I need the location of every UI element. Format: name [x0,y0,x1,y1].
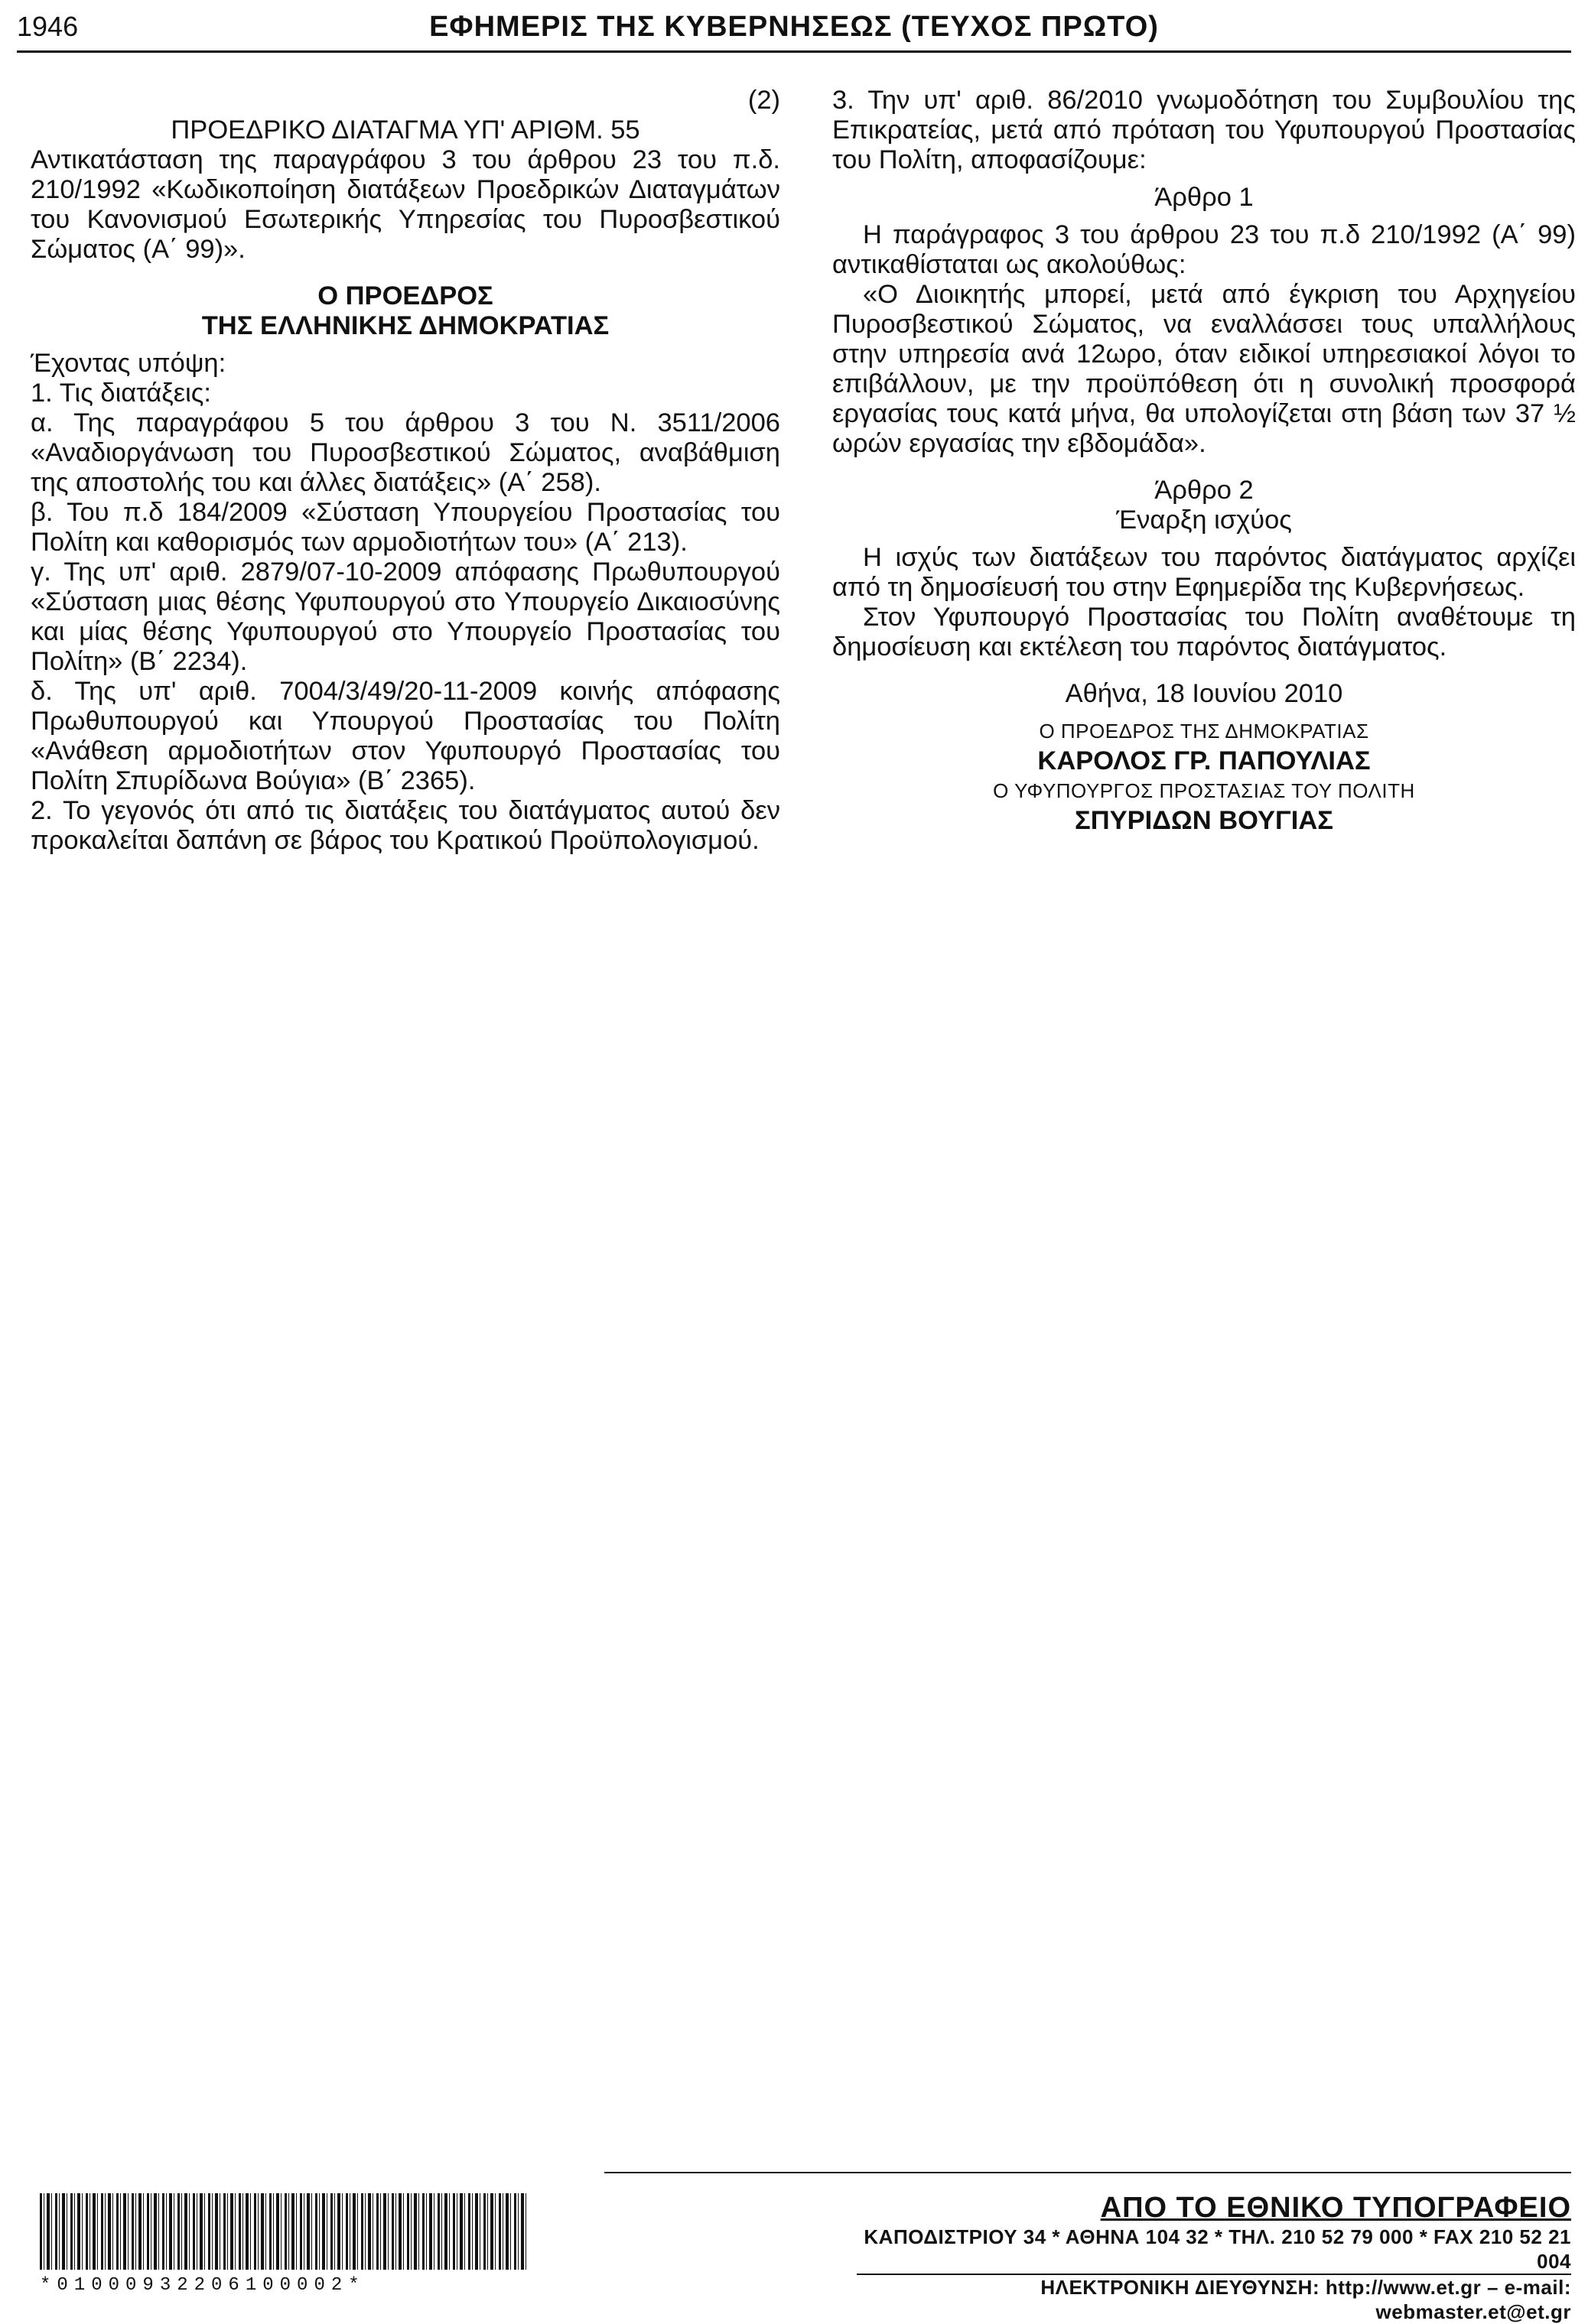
president-name: ΚΑΡΟΛΟΣ ΓΡ. ΠΑΠΟΥΛΙΑΣ [1037,746,1371,775]
assignment-text: Στον Υφυπουργό Προστασίας του Πολίτη αναθέτουμε τη δημοσίευση και εκτέλεση του παρόντος διατάγματος. [832,603,1576,661]
having-regard: Έχοντας υπόψη: [31,349,226,378]
article-1-title: Άρθρο 1 [1154,183,1254,212]
minister-title: Ο ΥΦΥΠΟΥΡΓΟΣ ΠΡΟΣΤΑΣΙΑΣ ΤΟΥ ΠΟΛΙΤΗ [993,779,1415,802]
running-title: ΕΦΗΜΕΡΙΣ ΤΗΣ ΚΥΒΕΡΝΗΣΕΩΣ (ΤΕΥΧΟΣ ΠΡΩΤΟ) [429,11,1159,43]
president-heading-2: ΤΗΣ ΕΛΛΗΝΙΚΗΣ ΔΗΜΟΚΡΑΤΙΑΣ [201,311,610,340]
president-heading-1: Ο ΠΡΟΕΔΡΟΣ [317,281,493,310]
president-title: Ο ΠΡΟΕΔΡΟΣ ΤΗΣ ΔΗΜΟΚΡΑΤΙΑΣ [1039,720,1369,743]
right-column [832,86,1576,836]
decree-subject: Αντικατάσταση της παραγράφου 3 του άρθρου 23 του π.δ. 210/1992 «Κωδικοποίηση διατάξεων Προεδρικών Διαταγμάτων του Κανονισμού Εσωτερικής Υπηρεσίας του Πυροσβεστικού Σώματος (Α΄ 99)». [31,145,780,264]
decree-title: ΠΡΟΕΔΡΙΚΟ ΔΙΑΤΑΓΜΑ ΥΠ' ΑΡΙΘΜ. 55 [171,115,640,145]
item-1: 1. Τις διατάξεις: [31,379,212,408]
doc-number: (2) [747,86,780,115]
item-d: δ. Της υπ' αριθ. 7004/3/49/20-11-2009 κοινής απόφασης Πρωθυπουργού και Υπουργού Προστασίας του Πολίτη «Ανάθεση αρμοδιοτήτων στον Υφυπουργό Προστασίας του Πολίτη Σπυρίδωνα Βούγια» (Β΄ 2365). [31,677,780,795]
barcode-image [40,2193,529,2270]
article-1-quote: «Ο Διοικητής μπορεί, μετά από έγκριση του Αρχηγείου Πυροσβεστικού Σώματος, να εναλλάσσει τους υπαλλήλους στην υπηρεσία ανά 12ωρο, όταν ειδικοί υπηρεσιακοί λόγοι το επιβάλλουν, με την προϋπόθεση ότι η συνολική προσφορά εργασίας τους κατά μήνα, θα υπολογίζεται στη βάση των 37 ½ ωρών εργασίας την εβδομάδα». [832,280,1576,458]
place-date: Αθήνα, 18 Ιουνίου 2010 [1065,679,1343,708]
item-c: γ. Της υπ' αριθ. 2879/07-10-2009 απόφασης Πρωθυπουργού «Σύσταση μιας θέσης Υφυπουργού στο Υπουργείο Δικαιοσύνης και μίας θέσης Υφυπουργού στο Υπουργείο Προστασίας του Πολίτη» (Β΄ 2234). [31,557,780,676]
header-rule [17,50,1571,53]
item-3: 3. Την υπ' αριθ. 86/2010 γνωμοδότηση του Συμβουλίου της Επικρατείας, μετά από πρόταση του Υφυπουργού Προστασίας του Πολίτη, αποφασίζουμε: [832,86,1576,174]
article-2-subtitle: Έναρξη ισχύος [1116,505,1292,535]
item-b: β. Του π.δ 184/2009 «Σύσταση Υπουργείου Προστασίας του Πολίτη και καθορισμός των αρμοδιοτήτων του» (Α΄ 213). [31,498,780,557]
left-column [31,86,780,856]
article-1-text: Η παράγραφος 3 του άρθρου 23 του π.δ 210/1992 (Α΄ 99) αντικαθίσταται ως ακολούθως: [832,220,1576,279]
page-number: 1946 [17,11,79,42]
minister-name: ΣΠΥΡΙΔΩΝ ΒΟΥΓΙΑΣ [1075,806,1333,835]
item-a: α. Της παραγράφου 5 του άρθρου 3 του Ν. 3511/2006 «Αναδιοργάνωση του Πυροσβεστικού Σώματος, αναβάθμιση της αποστολής του και άλλες διατάξεις» (Α΄ 258). [31,408,780,497]
article-2-title: Άρθρο 2 [1154,476,1254,505]
printer-info [857,2192,1571,2324]
printer-address: ΚΑΠΟΔΙΣΤΡΙΟΥ 34 * ΑΘΗΝΑ 104 32 * ΤΗΛ. 210 52 79 000 * FAX 210 52 21 004 [857,2225,1571,2275]
printer-title: ΑΠΟ ΤΟ ΕΘΝΙΚΟ ΤΥΠΟΓΡΑΦΕΙΟ [1100,2192,1571,2224]
footer-rule [604,2172,1571,2173]
barcode-digits: *01000932206100002* [40,2275,366,2296]
printer-web: ΗΛΕΚΤΡΟΝΙΚΗ ΔΙΕΥΘΥΝΣΗ: http://www.et.gr – e-mail: webmaster.et@et.gr [1040,2276,1571,2323]
item-2: 2. Το γεγονός ότι από τις διατάξεις του διατάγματος αυτού δεν προκαλείται δαπάνη σε βάρος του Κρατικού Προϋπολογισμού. [31,796,780,855]
article-2-text: Η ισχύς των διατάξεων του παρόντος διατάγματος αρχίζει από τη δημοσίευσή του στην Εφημερίδα της Κυβερνήσεως. [832,543,1576,602]
